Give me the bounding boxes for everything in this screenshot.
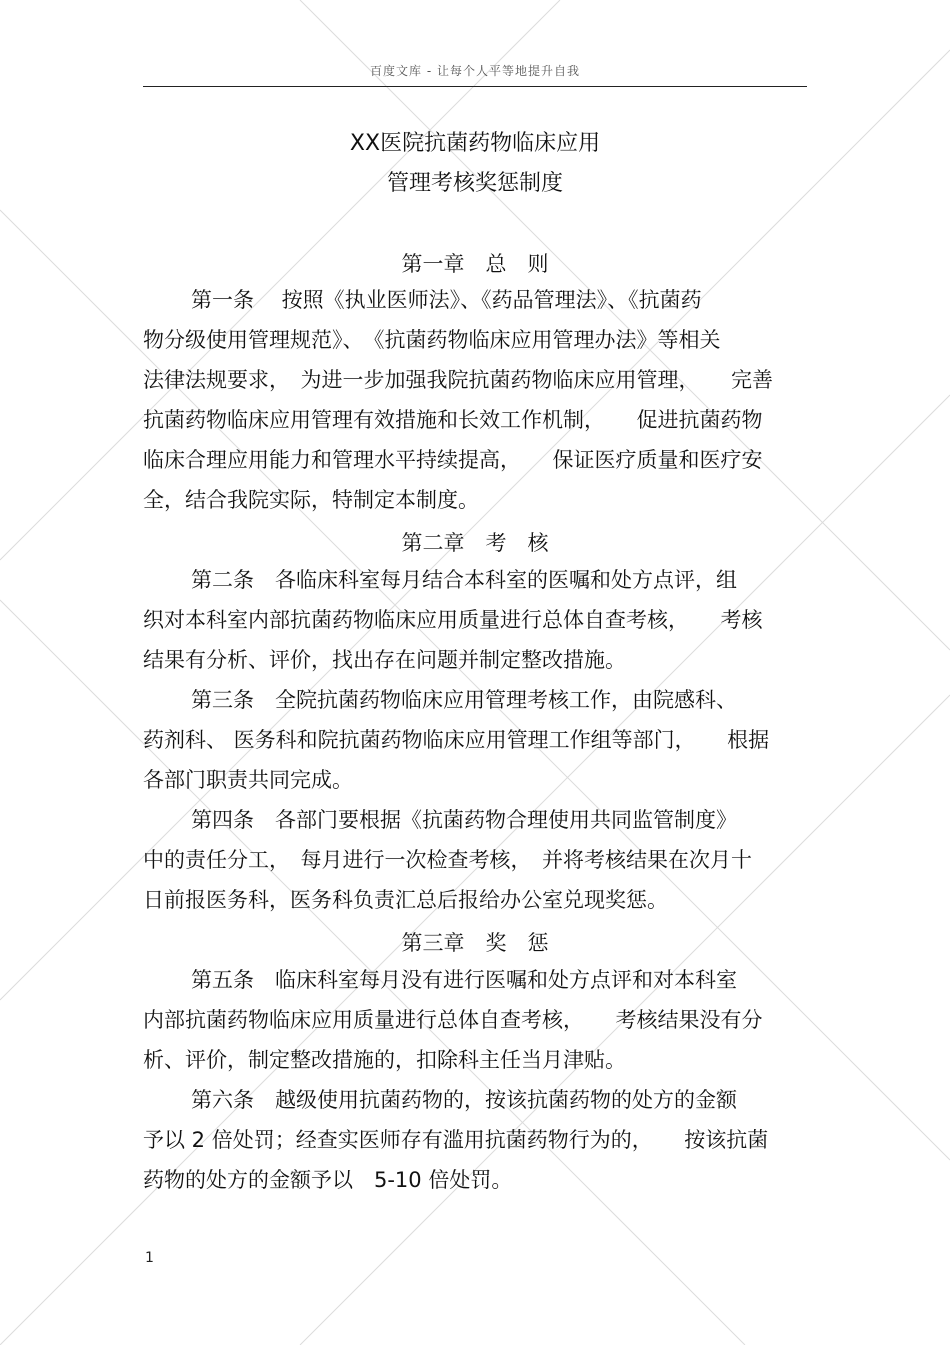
paragraph-line: 各部门职责共同完成。 — [143, 768, 353, 792]
chapter-1-heading: 第一章 总 则 — [401, 252, 549, 276]
chapter-2-heading: 第二章 考 核 — [401, 531, 549, 555]
paragraph-line: 全，结合我院实际，特制定本制度。 — [143, 488, 479, 512]
paragraph-line: 第五条 临床科室每月没有进行医嘱和处方点评和对本科室 — [191, 968, 737, 992]
paragraph-line: 第二条 各临床科室每月结合本科室的医嘱和处方点评，组 — [191, 568, 737, 592]
header-divider — [143, 86, 807, 87]
document-title-line2: 管理考核奖惩制度 — [386, 171, 563, 196]
paragraph-line: 第六条 越级使用抗菌药物的，按该抗菌药物的处方的金额 — [191, 1088, 737, 1112]
paragraph-line: 予以 2 倍处罚；经查实医师存有滥用抗菌药物行为的， 按该抗菌 — [143, 1128, 769, 1152]
paragraph-line: 物分级使用管理规范》、 《抗菌药物临床应用管理办法》等相关 — [143, 328, 721, 352]
paragraph-line: 第一条 按照《执业医师法》、《药品管理法》、《抗菌药 — [191, 288, 702, 312]
paragraph-line: 抗菌药物临床应用管理有效措施和长效工作机制， 促进抗菌药物 — [143, 408, 763, 432]
paragraph-line: 临床合理应用能力和管理水平持续提高， 保证医疗质量和医疗安 — [143, 448, 763, 472]
paragraph-line: 法律法规要求， 为进一步加强我院抗菌药物临床应用管理， 完善 — [143, 368, 773, 392]
paragraph-line: 第四条 各部门要根据《抗菌药物合理使用共同监管制度》 — [191, 808, 737, 832]
document-title-line1: XX医院抗菌药物临床应用 — [349, 131, 601, 156]
page-number: 1 — [145, 1250, 154, 1266]
chapter-3-heading: 第三章 奖 惩 — [401, 931, 549, 955]
paragraph-line: 药剂科、 医务科和院抗菌药物临床应用管理工作组等部门， 根据 — [143, 728, 770, 752]
paragraph-line: 内部抗菌药物临床应用质量进行总体自查考核， 考核结果没有分 — [143, 1008, 763, 1032]
paragraph-line: 析、评价，制定整改措施的，扣除科主任当月津贴。 — [143, 1048, 626, 1072]
paragraph-line: 第三条 全院抗菌药物临床应用管理考核工作，由院感科、 — [191, 688, 737, 712]
paragraph-line: 结果有分析、评价，找出存在问题并制定整改措施。 — [143, 648, 626, 672]
paragraph-line: 中的责任分工， 每月进行一次检查考核， 并将考核结果在次月十 — [143, 848, 752, 872]
paragraph-line: 日前报医务科，医务科负责汇总后报给办公室兑现奖惩。 — [143, 888, 668, 912]
paragraph-line: 织对本科室内部抗菌药物临床应用质量进行总体自查考核， 考核 — [143, 608, 763, 632]
page-header: 百度文库 - 让每个人平等地提升自我 — [370, 64, 580, 78]
paragraph-line: 药物的处方的金额予以 5-10 倍处罚。 — [143, 1168, 513, 1192]
